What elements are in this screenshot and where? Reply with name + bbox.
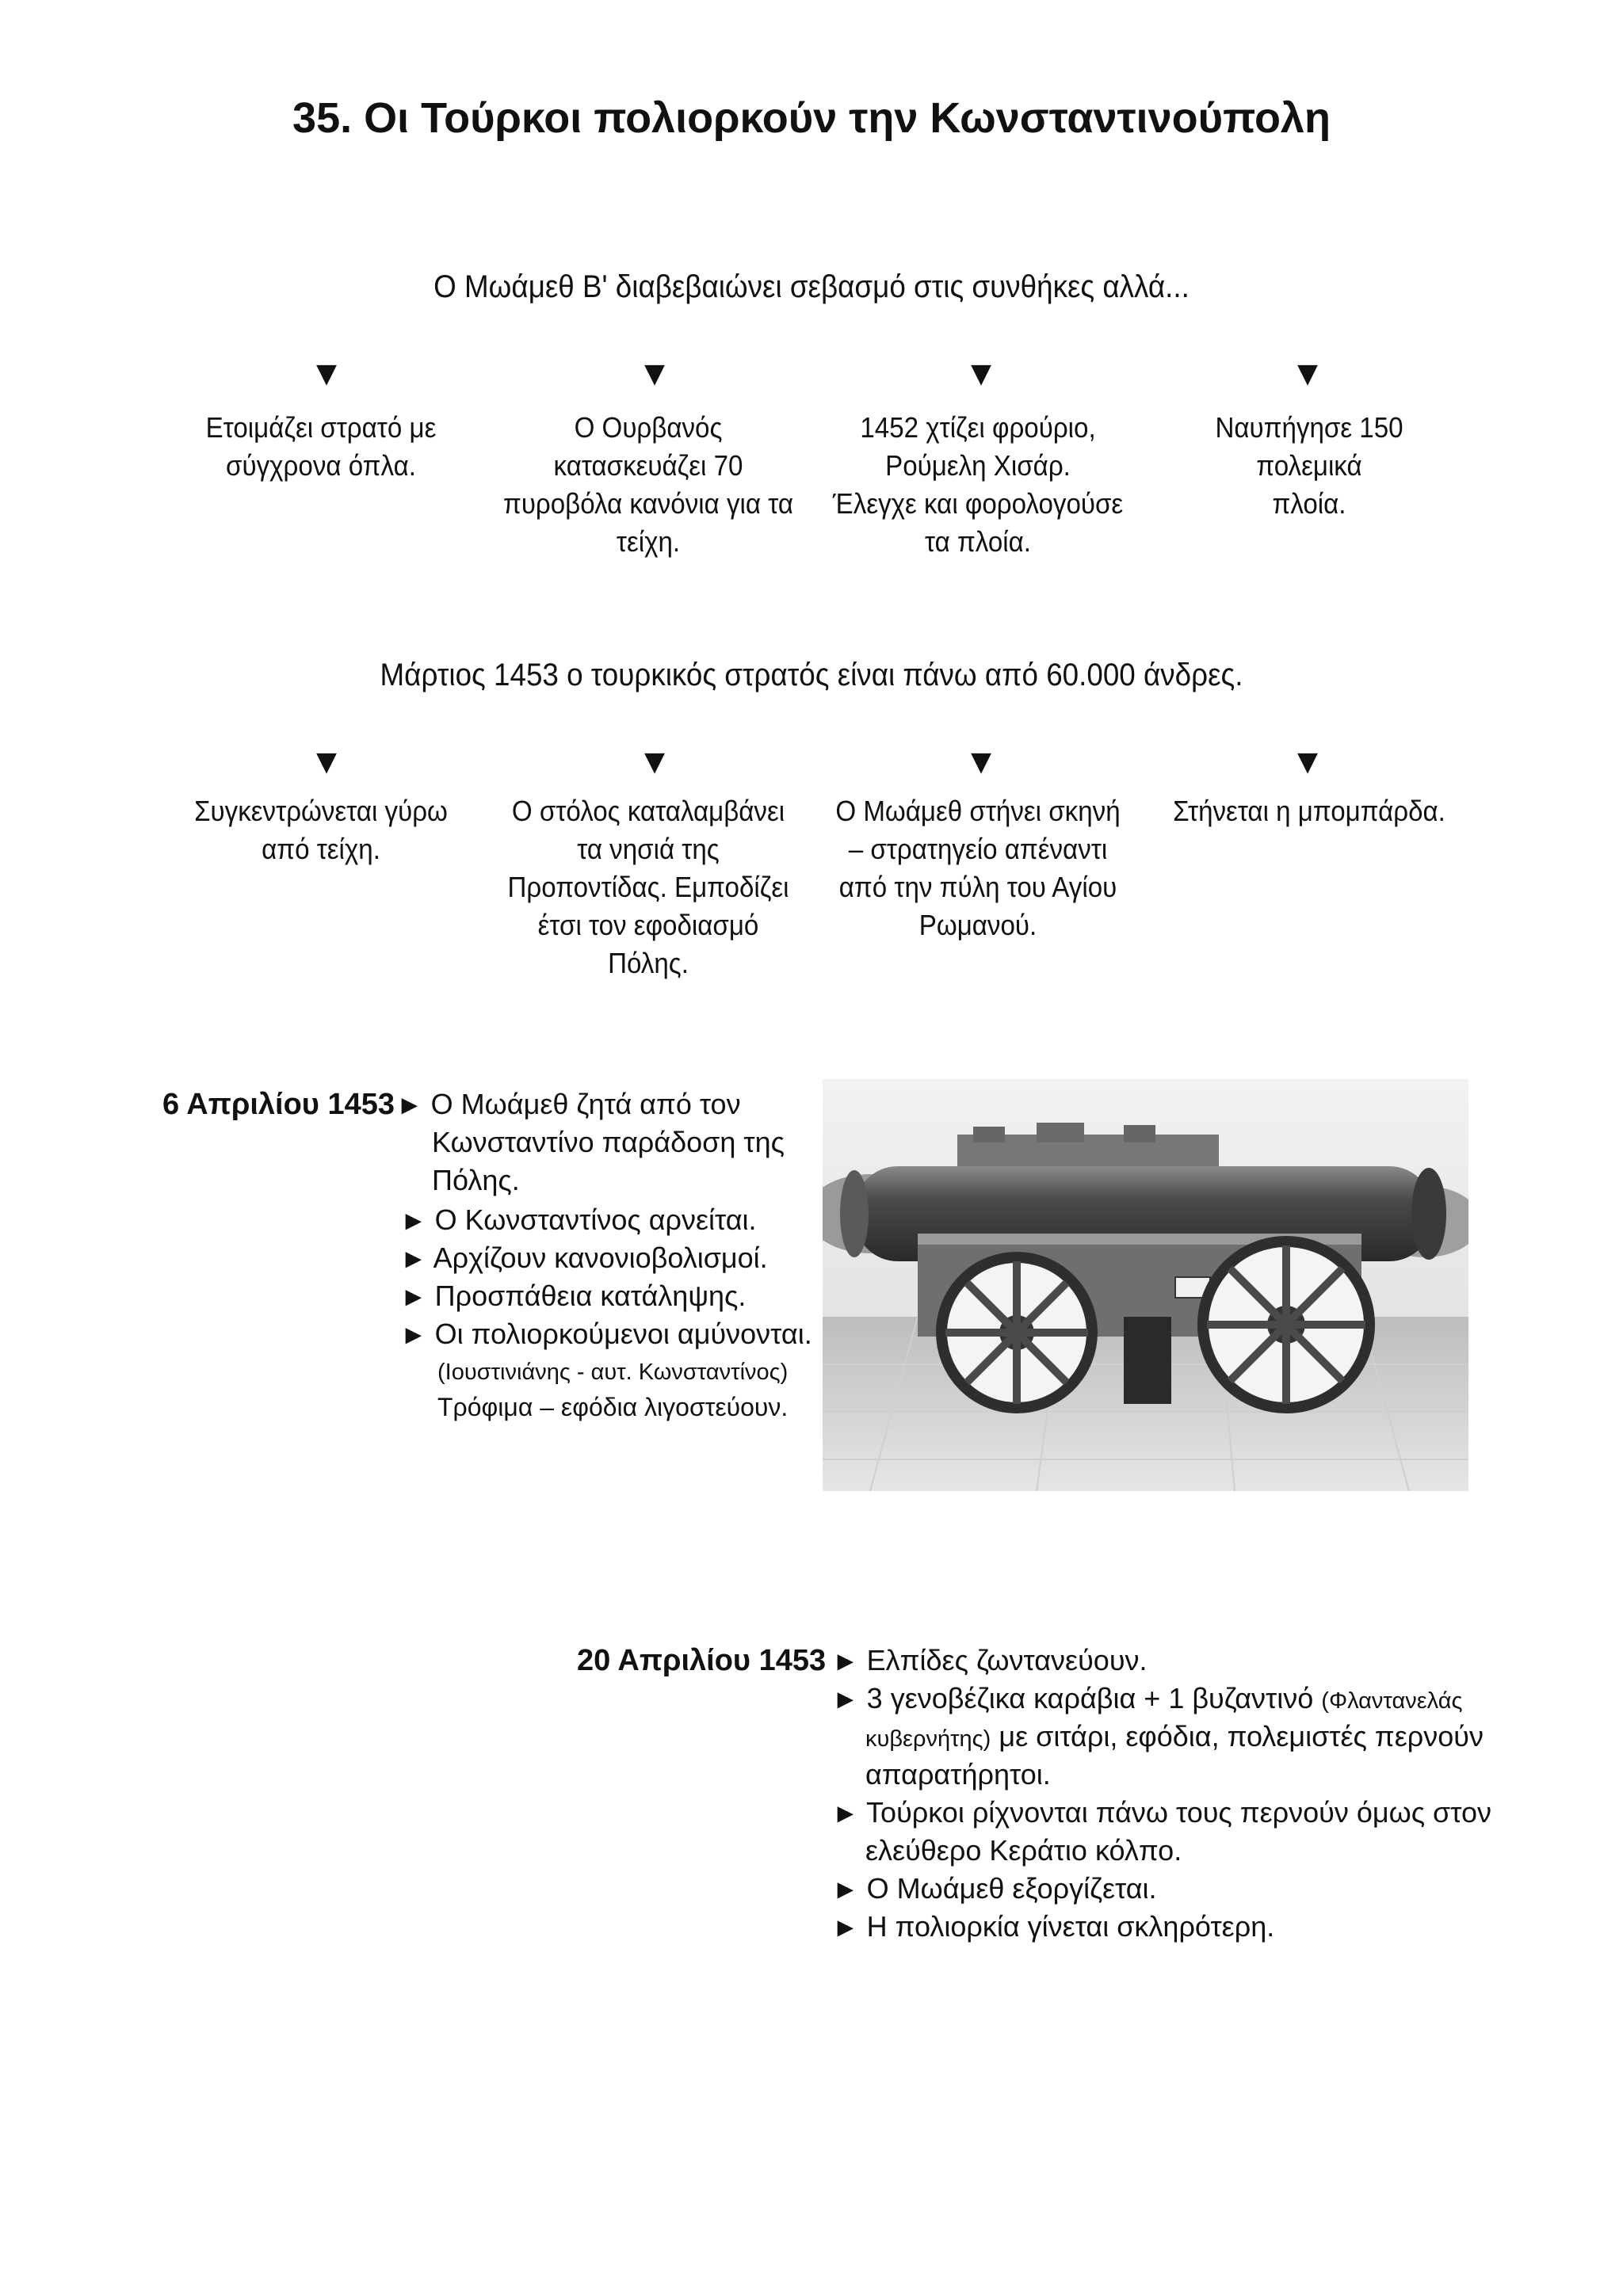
down-arrow-icon: ▼ — [1290, 354, 1325, 393]
column-line: τείχη. — [616, 525, 681, 558]
column-line: Ο Μωάμεθ στήνει σκηνή — [835, 795, 1121, 827]
down-arrow-icon: ▼ — [637, 742, 672, 781]
column-line: από την πύλη του Αγίου — [838, 871, 1117, 903]
section2-column-3 — [832, 792, 1124, 944]
section1-column-2 — [502, 409, 794, 561]
list-item: ► Η πολιορκία γίνεται σκληρότερη. — [832, 1910, 1275, 1943]
bullet-arrow-icon: ► — [400, 1320, 427, 1350]
cannon-photo — [823, 1079, 1468, 1491]
section2-column-4 — [1163, 792, 1455, 830]
list-item: ► 3 γενοβέζικα καράβια + 1 βυζαντινό (Φλαντανελάς — [832, 1682, 1463, 1714]
down-arrow-icon: ▼ — [964, 742, 999, 781]
list-item: Τρόφιμα – εφόδια λιγοστεύουν. — [437, 1393, 789, 1421]
wheel-left — [941, 1257, 1092, 1408]
list-item: Κωνσταντίνο παράδοση της — [432, 1126, 785, 1158]
list-item-note: (Ιουστινιάνης - αυτ. Κωνσταντίνος) — [437, 1360, 789, 1385]
column-line: Πόλης. — [608, 947, 689, 979]
section1-column-3 — [832, 409, 1124, 561]
bullet-arrow-icon: ► — [396, 1090, 423, 1120]
down-arrow-icon: ▼ — [309, 742, 344, 781]
down-arrow-icon: ▼ — [309, 354, 344, 393]
column-line: Ρωμανού. — [918, 909, 1037, 941]
column-line: – στρατηγείο απέναντι — [848, 833, 1108, 865]
down-arrow-icon: ▼ — [1290, 742, 1325, 781]
bullet-arrow-icon: ► — [400, 1244, 427, 1274]
column-line: σύγχρονα όπλα. — [226, 449, 416, 482]
column-line: Ναυπήγησε 150 πολεμικά — [1215, 411, 1403, 482]
list-item: ► Ο Κωνσταντίνος αρνείται. — [400, 1203, 757, 1236]
column-line: από τείχη. — [262, 833, 380, 865]
column-line: Έλεγχε και φορολογούσε — [832, 487, 1124, 520]
column-line: 1452 χτίζει φρούριο, — [860, 411, 1096, 444]
down-arrow-icon: ▼ — [637, 354, 672, 393]
section2-intro: Μάρτιος 1453 ο τουρκικός στρατός είναι πάνω από 60.000 άνδρες. — [380, 658, 1243, 692]
column-line: κατασκευάζει 70 — [553, 449, 743, 482]
page-title: 35. Οι Τούρκοι πολιορκούν την Κωνσταντινούπολη — [292, 94, 1331, 142]
bullet-arrow-icon: ► — [400, 1206, 427, 1236]
list-item: Πόλης. — [432, 1164, 520, 1196]
list-item: ελεύθερο Κεράτιο κόλπο. — [865, 1834, 1182, 1867]
bullet-arrow-icon: ► — [832, 1646, 859, 1676]
list-item: ► Προσπάθεια κατάληψης. — [400, 1280, 747, 1312]
date-april-20: 20 Απριλίου 1453 — [577, 1644, 827, 1677]
list-item: ► Αρχίζουν κανονιοβολισμοί. — [400, 1241, 768, 1274]
section1-column-4 — [1163, 409, 1455, 523]
column-line: Ετοιμάζει στρατό με — [205, 411, 437, 444]
column-line: Συγκεντρώνεται γύρω — [194, 795, 448, 827]
bullet-arrow-icon: ► — [832, 1875, 859, 1905]
bullet-arrow-icon: ► — [400, 1282, 427, 1312]
list-item: ► Ελπίδες ζωντανεύουν. — [832, 1644, 1148, 1676]
bullet-arrow-icon: ► — [832, 1798, 859, 1829]
section2-column-1 — [175, 792, 467, 868]
list-item: ► Οι πολιορκούμενοι αμύνονται. — [400, 1318, 812, 1350]
list-item: ► Τούρκοι ρίχνονται πάνω τους περνούν όμως στον — [832, 1796, 1492, 1829]
column-line: Ο Ουρβανός — [574, 411, 723, 444]
wheel-right — [1203, 1241, 1369, 1408]
section1-column-1 — [175, 409, 467, 485]
list-item: ► Ο Μωάμεθ εξοργίζεται. — [832, 1872, 1157, 1905]
column-line: Προποντίδας. Εμποδίζει — [507, 871, 789, 903]
section2-column-2 — [502, 792, 794, 982]
column-line: τα νησιά της — [577, 833, 720, 865]
column-line: Ρούμελη Χισάρ. — [885, 449, 1071, 482]
bullet-arrow-icon: ► — [832, 1684, 859, 1714]
bullet-arrow-icon: ► — [832, 1913, 859, 1943]
list-item: απαρατήρητοι. — [865, 1758, 1051, 1791]
down-arrow-icon: ▼ — [964, 354, 999, 393]
list-item: ► Ο Μωάμεθ ζητά από τον — [396, 1088, 741, 1120]
column-line: πυροβόλα κανόνια για τα — [502, 487, 794, 520]
column-line: Ο στόλος καταλαμβάνει — [511, 795, 785, 827]
date-april-6: 6 Απριλίου 1453 — [162, 1088, 395, 1121]
column-line: πλοία. — [1272, 487, 1346, 520]
column-line: Στήνεται η μπομπάρδα. — [1173, 795, 1445, 827]
section1-intro: Ο Μωάμεθ Β' διαβεβαιώνει σεβασμό στις συνθήκες αλλά... — [433, 269, 1190, 304]
list-item: κυβερνήτης) με σιτάρι, εφόδια, πολεμιστές περνούν — [865, 1720, 1484, 1753]
column-line: έτσι τον εφοδιασμό — [537, 909, 759, 941]
column-line: τα πλοία. — [924, 525, 1032, 558]
